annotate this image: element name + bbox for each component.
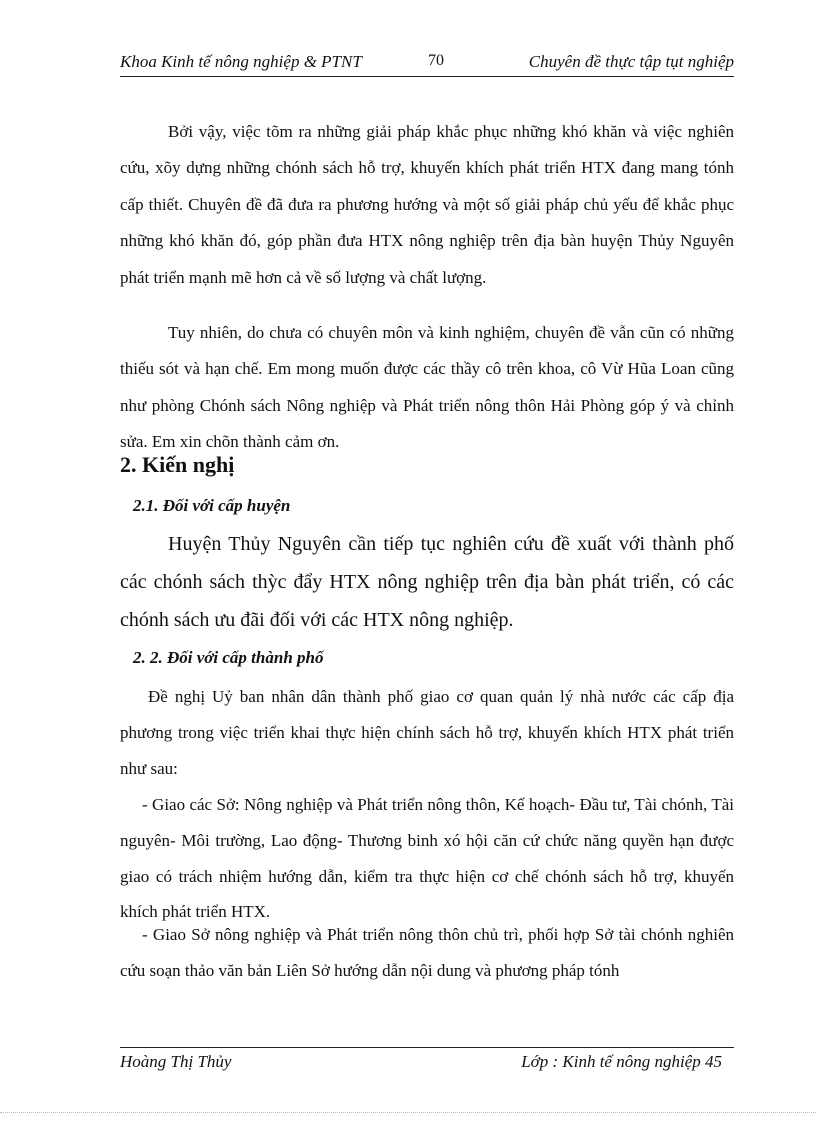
subsection-heading-district: 2.1. Đối với cấp huyện <box>133 496 291 515</box>
header-title: Chuyên đề thực tập tụt nghiệp <box>528 52 734 71</box>
paragraph-city-item-1: - Giao các Sở: Nông nghiệp và Phát triển nông thôn, Kế hoạch- Đầu tư, Tài chónh, Tài nguyên- Môi trường, Lao động- Thương binh xó hội căn cứ chức năng quyền hạn được giao có trách nhiệm hướng dẫn, kiểm tra thực hiện cơ chế chónh sách hỗ trợ, khuyến khích phát triển HTX. <box>120 795 734 922</box>
page-edge-divider <box>0 1112 816 1113</box>
footer-author: Hoàng Thị Thủy <box>120 1052 232 1071</box>
footer-class: Lớp : Kinh tế nông nghiệp 45 <box>521 1052 722 1071</box>
header-faculty: Khoa Kinh tế nông nghiệp & PTNT <box>120 52 362 71</box>
paragraph-city-intro: Đề nghị Uỷ ban nhân dân thành phố giao cơ quan quản lý nhà nước các cấp địa phương trong việc triển khai thực hiện chính sách hỗ trợ, khuyến khích HTX phát triển như sau: <box>120 687 734 778</box>
paragraph-conclusion-2: Tuy nhiên, do chưa có chuyên môn và kinh nghiệm, chuyên đề vẫn cũn có những thiếu sót và hạn chế. Em mong muốn được các thầy cô trên khoa, cô Vừ Hũa Loan cũng như phòng Chónh sách Nông nghiệp và Phát triển nông thôn Hải Phòng góp ý và chỉnh sửa. Em xin chõn thành cảm ơn. <box>120 323 734 452</box>
paragraph-district: Huyện Thủy Nguyên cần tiếp tục nghiên cứu đề xuất với thành phố các chónh sách thỳc đẩy HTX nông nghiệp trên địa bàn phát triển, có các chónh sách ưu đãi đối với các HTX nông nghiệp. <box>120 533 734 631</box>
subsection-heading-city: 2. 2. Đối với cấp thành phố <box>133 648 324 667</box>
paragraph-city-item-2: - Giao Sở nông nghiệp và Phát triển nông thôn chủ trì, phối hợp Sở tài chónh nghiên cứu soạn thảo văn bản Liên Sở hướng dẫn nội dung và phương pháp tónh <box>120 925 734 980</box>
page-number: 70 <box>428 52 444 69</box>
section-heading-recommendations: 2. Kiến nghị <box>120 452 235 477</box>
page-header <box>120 52 734 77</box>
page-footer <box>120 1047 734 1074</box>
paragraph-conclusion-1: Bởi vậy, việc tõm ra những giải pháp khắc phục những khó khăn và việc nghiên cứu, xõy dựng những chónh sách hỗ trợ, khuyến khích phát triển HTX đang mang tónh cấp thiết. Chuyên đề đã đưa ra phương hướng và một số giải pháp chủ yếu để khắc phục những khó khăn đó, góp phần đưa HTX nông nghiệp trên địa bàn huyện Thủy Nguyên phát triển mạnh mẽ hơn cả về số lượng và chất lượng. <box>120 122 734 287</box>
